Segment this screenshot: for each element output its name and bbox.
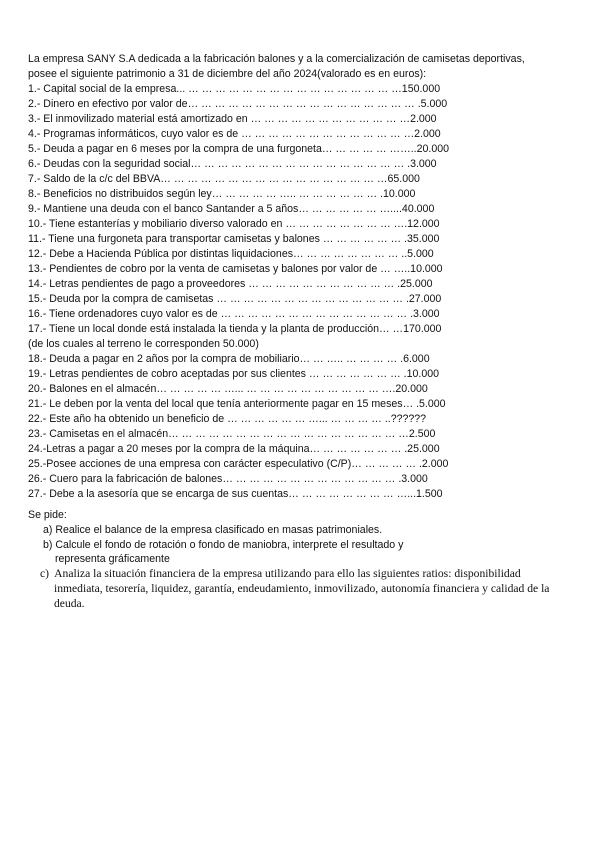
task-c-continuation: deuda. [54,597,85,610]
list-item: 14.- Letras pendientes de pago a proveedores … … … … … … … … … … … .25.000 [28,278,433,290]
list-item: 26.- Cuero para la fabricación de balones… … … … … … … … … … … … … .3.000 [28,473,428,485]
se-pide-heading: Se pide: [28,509,67,521]
list-item: 21.- Le deben por la venta del local que tenía anteriormente pagar en 15 meses… .5.000 [28,398,446,410]
list-item: 25.-Posee acciones de una empresa con carácter especulativo (C/P)… … … … … .2.000 [28,458,449,470]
intro-line: posee el siguiente patrimonio a 31 de diciembre del año 2024(valorado es en euros): [28,68,427,80]
list-item: 9.- Mantiene una deuda con el banco Santander a 5 años… … … … … … …....40.000 [28,203,435,215]
list-item-note: (de los cuales al terreno le corresponden 50.000) [28,338,259,350]
list-item: 20.- Balones en el almacén… … … … … …... … … … … … … … … … … ….20.000 [28,383,428,395]
list-item: 15.- Deuda por la compra de camisetas … … … … … … … … … … … … … … .27.000 [28,293,442,305]
list-item: 16.- Tiene ordenadores cuyo valor es de … … … … … … … … … … … … … … .3.000 [28,308,440,320]
list-item: 8.- Beneficios no distribuidos según ley… … … … … ….. … … … … … … .10.000 [28,188,416,200]
list-item: 4.- Programas informáticos, cuyo valor es de … … … … … … … … … … … … …2.000 [28,128,441,140]
list-item: 22.- Este año ha obtenido un beneficio de … … … … … … …... … … … … ..?????? [28,413,427,425]
list-item: 27.- Debe a la asesoría que se encarga de sus cuentas… … … … … … … … …...1.500 [28,488,443,500]
task-b-continuation: representa gráficamente [55,553,170,565]
list-item: 11.- Tiene una furgoneta para transportar camisetas y balones … … … … … … .35.000 [28,233,440,245]
intro-line: La empresa SANY S.A dedicada a la fabricación balones y a la comercialización de camisetas deportivas, [28,53,525,65]
list-item: 7.- Saldo de la c/c del BBVA… … … … … … … … … … … … … … … … …65.000 [28,173,420,185]
list-item: 19.- Letras pendientes de cobro aceptadas por sus clientes … … … … … … … .10.000 [28,368,440,380]
task-c-continuation: inmediata, tesorería, liquidez, garantía, endeudamiento, inmovilizado, autonomía financiera y calidad de la [54,582,550,595]
list-item: 1.- Capital social de la empresa... … … … … … … … … … … … … … … … …150.000 [28,83,441,95]
task-c: c) Analiza la situación financiera de la empresa utilizando para ello las siguientes ratios: disponibilidad [40,567,521,580]
list-item: 12.- Debe a Hacienda Pública por distintas liquidaciones… … … … … … … … ..5.000 [28,248,434,260]
list-item: 18.- Deuda a pagar en 2 años por la compra de mobiliario… … ….. … … … … .6.000 [28,353,430,365]
list-item: 24.-Letras a pagar a 20 meses por la compra de la máquina… … … … … … … .25.000 [28,443,440,455]
list-item: 13.- Pendientes de cobro por la venta de camisetas y balones por valor de … …..10.000 [28,263,443,275]
list-item: 23.- Camisetas en el almacén… … … … … … … … … … … … … … … … … …2.500 [28,428,436,440]
list-item: 5.- Deuda a pagar en 6 meses por la compra de una furgoneta… … … … … ……..20.000 [28,143,450,155]
list-item: 17.- Tiene un local donde está instalada la tienda y la planta de producción… …170.000 [28,323,442,335]
list-item: 2.- Dinero en efectivo por valor de… … … … … … … … … … … … … … … … … .5.000 [28,98,448,110]
task-a: a) Realice el balance de la empresa clasificado en masas patrimoniales. [43,524,383,536]
task-b: b) Calcule el fondo de rotación o fondo de maniobra, interprete el resultado y [43,539,404,551]
list-item: 6.- Deudas con la seguridad social… … … … … … … … … … … … … … … … .3.000 [28,158,437,170]
list-item: 3.- El inmovilizado material está amortizado en … … … … … … … … … … … …2.000 [28,113,437,125]
list-item: 10.- Tiene estanterías y mobiliario diverso valorado en … … … … … … … … ….12.000 [28,218,440,230]
